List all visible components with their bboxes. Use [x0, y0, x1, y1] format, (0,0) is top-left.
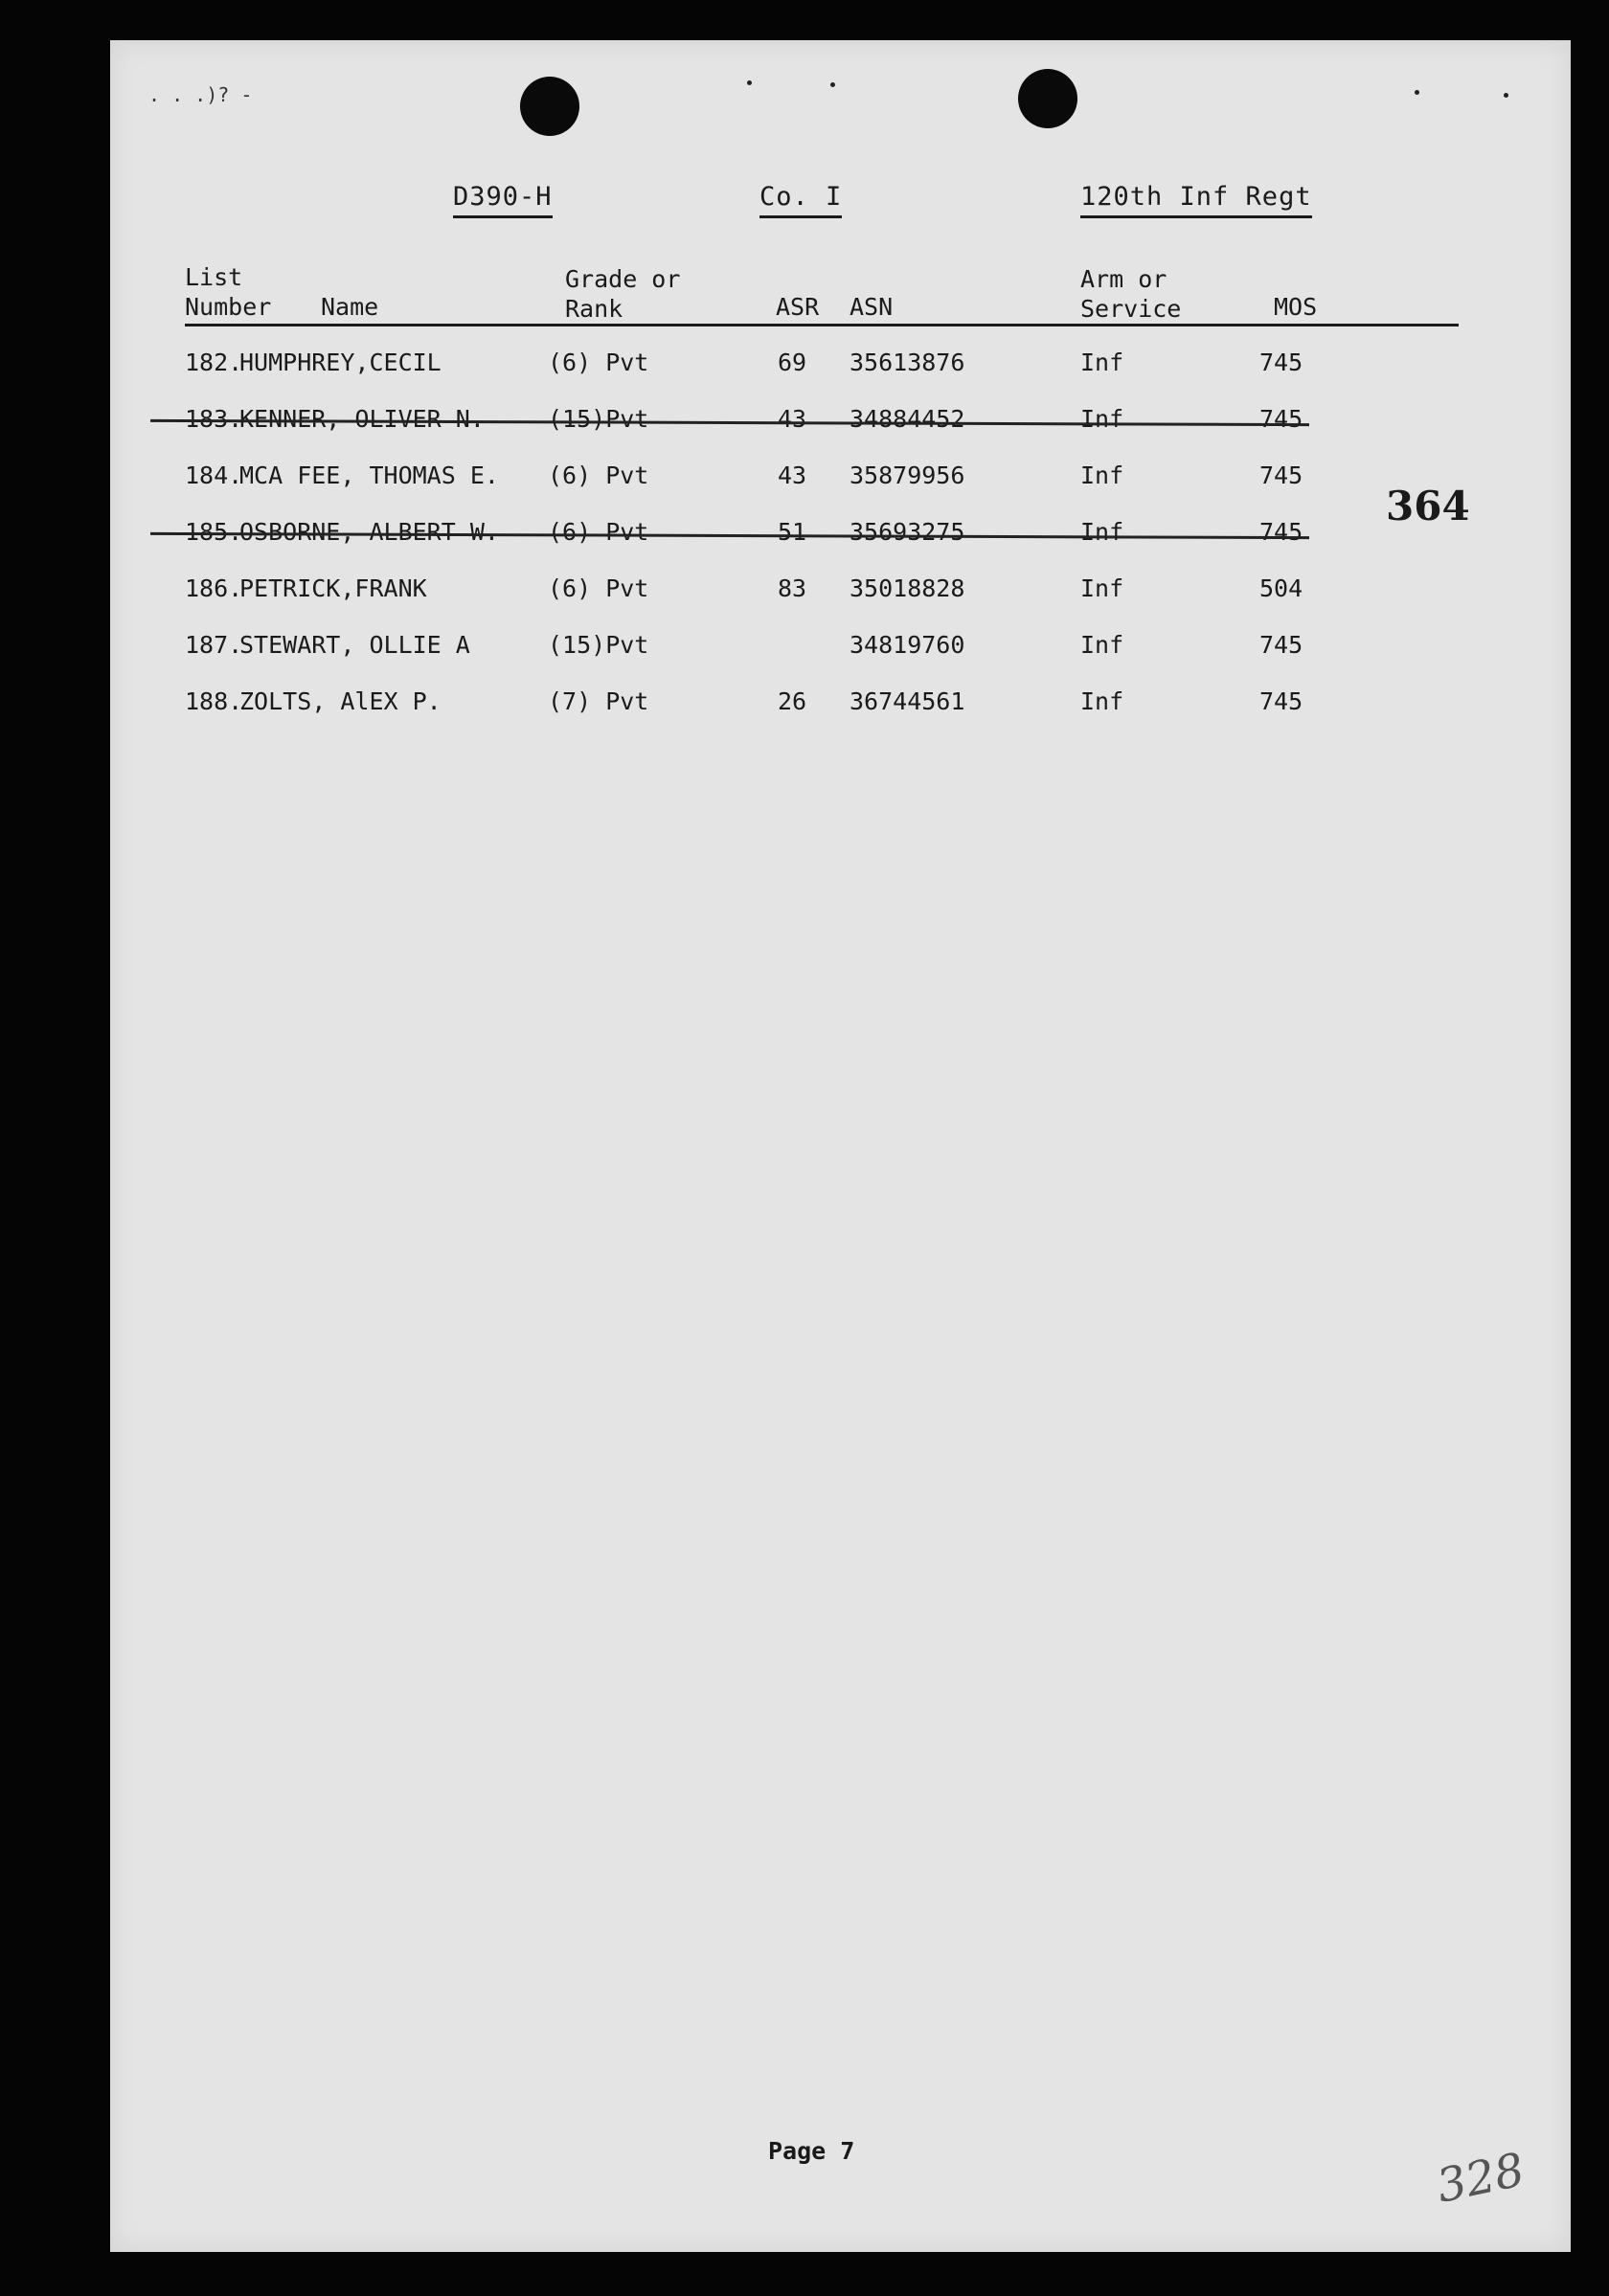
cell-num: 185. [185, 518, 243, 546]
mark-dot [1415, 90, 1419, 95]
regiment: 120th Inf Regt [1080, 182, 1312, 218]
cell-name: MCA FEE, THOMAS E. [239, 461, 499, 489]
cell-asn: 35613876 [850, 349, 965, 376]
mark-dot [830, 82, 835, 87]
cell-name: ZOLTS, AlEX P. [239, 687, 442, 715]
col-name: Name [321, 293, 379, 321]
cell-arm: Inf [1080, 631, 1124, 659]
col-grade-line2: Rank [565, 295, 623, 323]
cell-grade: (6) Pvt [548, 461, 649, 489]
cell-asn: 35879956 [850, 461, 965, 489]
cell-name: STEWART, OLLIE A [239, 631, 470, 659]
col-arm-line1: Arm or [1080, 265, 1167, 293]
cell-num: 187. [185, 631, 243, 659]
cell-mos: 504 [1259, 574, 1303, 602]
col-asr: ASR [776, 293, 820, 321]
cell-arm: Inf [1080, 574, 1124, 602]
col-mos: MOS [1274, 293, 1318, 321]
col-arm-line2: Service [1080, 295, 1182, 323]
cell-name: HUMPHREY,CECIL [239, 349, 442, 376]
cell-num: 184. [185, 461, 243, 489]
table-row [110, 518, 1571, 556]
company: Co. I [759, 182, 842, 218]
col-grade [565, 264, 680, 324]
col-list-number [185, 262, 271, 322]
table-row [110, 349, 1571, 387]
cell-asr: 26 [778, 687, 807, 715]
cell-name: PETRICK,FRANK [239, 574, 427, 602]
cell-grade: (7) Pvt [548, 687, 649, 715]
cell-arm: Inf [1080, 518, 1124, 546]
cell-grade: (6) Pvt [548, 518, 649, 546]
table-row [110, 631, 1571, 669]
cell-mos: 745 [1259, 518, 1303, 546]
cell-asr: 83 [778, 574, 807, 602]
cell-grade: (6) Pvt [548, 574, 649, 602]
table-row [110, 461, 1571, 500]
cell-asn: 36744561 [850, 687, 965, 715]
cell-mos: 745 [1259, 631, 1303, 659]
col-grade-line1: Grade or [565, 265, 681, 293]
page-number: Page 7 [768, 2137, 855, 2165]
cell-grade: (15)Pvt [548, 405, 649, 433]
cell-name: KENNER, OLIVER N. [239, 405, 485, 433]
cell-asr: 51 [778, 518, 807, 546]
mark-dot [1504, 93, 1508, 98]
document-code: D390-H [453, 182, 553, 218]
cell-mos: 745 [1259, 405, 1303, 433]
cell-asr: 69 [778, 349, 807, 376]
col-asn: ASN [850, 293, 894, 321]
cell-arm: Inf [1080, 461, 1124, 489]
cell-asr: 43 [778, 461, 807, 489]
cell-mos: 745 [1259, 461, 1303, 489]
table-row [110, 405, 1571, 443]
cell-asn: 34819760 [850, 631, 965, 659]
punch-hole-left [520, 77, 579, 136]
table-row [110, 687, 1571, 726]
cell-num: 183. [185, 405, 243, 433]
cell-asn: 35693275 [850, 518, 965, 546]
cell-name: OSBORNE, ALBERT W. [239, 518, 499, 546]
cell-arm: Inf [1080, 349, 1124, 376]
cell-num: 186. [185, 574, 243, 602]
cell-asn: 34884452 [850, 405, 965, 433]
cell-mos: 745 [1259, 349, 1303, 376]
col-list-number-line1: List [185, 263, 243, 291]
cell-grade: (15)Pvt [548, 631, 649, 659]
col-arm [1080, 264, 1181, 324]
col-list-number-line2: Number [185, 293, 272, 321]
mark-dot [747, 80, 752, 85]
stamped-number: 364 [1386, 483, 1470, 529]
table-row [110, 574, 1571, 613]
cell-num: 188. [185, 687, 243, 715]
cell-asn: 35018828 [850, 574, 965, 602]
document-page [110, 40, 1571, 2252]
cell-num: 182. [185, 349, 243, 376]
header-rule [185, 324, 1459, 326]
pencil-note: 328 [1432, 2143, 1530, 2214]
cell-mos: 745 [1259, 687, 1303, 715]
top-left-marks: . . .)? - [148, 83, 253, 106]
cell-grade: (6) Pvt [548, 349, 649, 376]
cell-asr: 43 [778, 405, 807, 433]
punch-hole-right [1018, 69, 1077, 128]
cell-arm: Inf [1080, 405, 1124, 433]
cell-arm: Inf [1080, 687, 1124, 715]
